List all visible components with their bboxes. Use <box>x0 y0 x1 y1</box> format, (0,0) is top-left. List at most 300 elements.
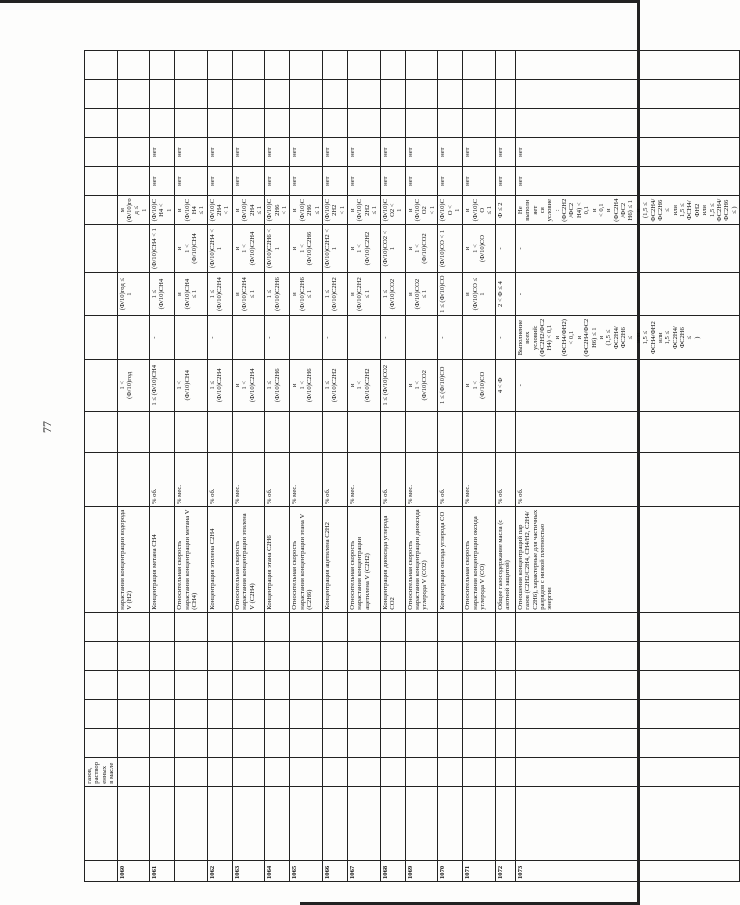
blank-cell-6 <box>207 641 232 670</box>
blank-cell-10 <box>438 411 463 452</box>
blank-cell-2 <box>405 757 438 786</box>
blank-cell-20 <box>380 51 405 80</box>
parameter-name-cell: Концентрация оксида углерода СО <box>438 507 463 613</box>
flag-cell-1: нет <box>322 167 347 196</box>
blank-cell-4 <box>265 699 290 728</box>
blank-cell-2 <box>175 757 208 786</box>
header-cell-dissolved-gases: газов, растворенных в масле <box>85 757 118 786</box>
criterion-cell-2 <box>290 316 323 360</box>
header-cell-5 <box>85 670 118 699</box>
header-cell-name <box>85 507 118 613</box>
blank-cell-2 <box>380 757 405 786</box>
criterion-cell-1: 1 ≤ (Ф/10)СО <box>438 359 463 411</box>
blank-cell-18 <box>322 109 347 138</box>
criterion-cell-5: (Ф/10)С2Н2 < 1 <box>322 196 347 225</box>
blank-cell-19 <box>438 80 463 109</box>
blank-cell-6 <box>150 641 175 670</box>
parameter-name-cell: Концентрация диоксида углерода СО2 <box>380 507 405 613</box>
blank-cell-4 <box>290 699 323 728</box>
blank-cell-1 <box>348 786 381 861</box>
blank-cell-7 <box>175 612 208 641</box>
blank-cell-1 <box>290 786 323 861</box>
page-number: 77 <box>40 421 54 433</box>
blank-cell-19 <box>515 80 739 109</box>
blank-cell-10 <box>405 411 438 452</box>
header-cell-19 <box>85 109 118 138</box>
criterion-cell-4: (Ф/10)СО2 < 1 <box>380 225 405 273</box>
row-id-cell: 1073 <box>515 861 739 882</box>
blank-cell-5 <box>380 670 405 699</box>
blank-cell-6 <box>117 641 150 670</box>
page-edge-top <box>0 0 640 3</box>
blank-cell-10 <box>463 411 496 452</box>
unit-cell: % об. <box>322 453 347 507</box>
blank-cell-5 <box>515 670 739 699</box>
criterion-cell-4: (Ф/10)С2Н6 < 1 <box>265 225 290 273</box>
flag-cell-1: нет <box>175 167 208 196</box>
row-id-cell: 1064 <box>265 861 290 882</box>
blank-cell-1 <box>495 786 515 861</box>
criterion-cell-2 <box>117 316 150 360</box>
blank-cell-3 <box>322 728 347 757</box>
header-cell-15 <box>85 225 118 273</box>
blank-cell-5 <box>117 670 150 699</box>
criterion-cell-5: и (Ф/10)С2Н4 ≤ 1 <box>232 196 265 225</box>
blank-cell-7 <box>348 612 381 641</box>
flag-cell-2: нет <box>265 138 290 167</box>
blank-cell-3 <box>438 728 463 757</box>
criterion-cell-3: и (Ф/10)СО2 ≤ 1 <box>405 272 438 316</box>
criterion-cell-5: Ф ≤ 2 <box>495 196 515 225</box>
blank-cell-20 <box>207 51 232 80</box>
criterion-cell-2: - <box>380 316 405 360</box>
flag-cell-1: нет <box>463 167 496 196</box>
blank-cell-6 <box>290 641 323 670</box>
blank-cell-20 <box>290 51 323 80</box>
parameter-name-cell: Концентрация этилена С2Н4 <box>207 507 232 613</box>
blank-cell-20 <box>463 51 496 80</box>
unit-cell: % мес. <box>348 453 381 507</box>
blank-cell-10 <box>290 411 323 452</box>
criterion-cell-4: - <box>495 225 515 273</box>
criterion-cell-5: (Ф/10)С2Н4 < 1 <box>207 196 232 225</box>
criterion-cell-4: и 1 < (Ф/10)С2Н4 <box>232 225 265 273</box>
criterion-cell-1: и 1 < (Ф/10)С2Н2 <box>348 359 381 411</box>
blank-cell-20 <box>265 51 290 80</box>
blank-cell-20 <box>322 51 347 80</box>
unit-cell: % мес. <box>232 453 265 507</box>
parameter-name-cell: Концентрация ацетилена С2Н2 <box>322 507 347 613</box>
blank-cell-18 <box>290 109 323 138</box>
blank-cell-4 <box>207 699 232 728</box>
header-cell-id <box>85 861 118 882</box>
unit-cell: % об. <box>265 453 290 507</box>
row-id-cell <box>175 861 208 882</box>
unit-cell: % об. <box>495 453 515 507</box>
criterion-cell-2: - <box>322 316 347 360</box>
header-cell-6 <box>85 641 118 670</box>
flag-cell-1: нет <box>207 167 232 196</box>
header-cell-20 <box>85 80 118 109</box>
flag-cell-1: нет <box>150 167 175 196</box>
blank-cell-2 <box>117 757 150 786</box>
criterion-cell-4: и 1 < (Ф/10)С2Н6 <box>290 225 323 273</box>
table-row <box>150 51 175 882</box>
row-id-cell: 1065 <box>290 861 323 882</box>
blank-cell-5 <box>232 670 265 699</box>
criterion-cell-2: Выполнение всех условий: (ФС2Н2/ФС2 Н4) < 0,1 и (ФСН4/ФН2) < 0,1 и (ФС2Н4/ФС2 Н6) ≤ 1 и (1,5 ≤ ФС2Н4/ФС2Н6 ≤ или 1,5 ≤ ФСН4/ФН2 или 1,5 ≤ ФС2Н4/ФС2Н6 ≤ ) <box>515 316 739 360</box>
criterion-cell-1: 1 ≤ (Ф/10)С2Н2 <box>322 359 347 411</box>
blank-cell-7 <box>207 612 232 641</box>
header-cell-18 <box>85 138 118 167</box>
criterion-cell-3: 1 ≤ (Ф/10)СН4 <box>150 272 175 316</box>
criterion-cell-2 <box>405 316 438 360</box>
blank-cell-4 <box>405 699 438 728</box>
blank-cell-18 <box>175 109 208 138</box>
blank-cell-18 <box>463 109 496 138</box>
criterion-cell-2 <box>348 316 381 360</box>
criterion-cell-1: 1 < (Ф/10)СН4 <box>175 359 208 411</box>
unit-cell: % мес. <box>175 453 208 507</box>
blank-cell-7 <box>322 612 347 641</box>
criterion-cell-5: и (Ф/10)СО2 < 1 <box>405 196 438 225</box>
criterion-cell-3: (Ф/10)год ≤ 1 <box>117 272 150 316</box>
criterion-cell-3: 1 ≤ (Ф/10)СО <box>438 272 463 316</box>
blank-cell-5 <box>150 670 175 699</box>
flag-cell-2 <box>117 138 150 167</box>
blank-cell-20 <box>495 51 515 80</box>
blank-cell-4 <box>232 699 265 728</box>
blank-cell-4 <box>322 699 347 728</box>
blank-cell-3 <box>265 728 290 757</box>
header-cell-unit <box>85 453 118 507</box>
flag-cell-2: нет <box>495 138 515 167</box>
criterion-cell-1: 1 ≤ (Ф/10)СН4 <box>150 359 175 411</box>
row-id-cell: 1062 <box>207 861 232 882</box>
flag-cell-2: нет <box>438 138 463 167</box>
blank-cell-6 <box>515 641 739 670</box>
blank-cell-18 <box>117 109 150 138</box>
flag-cell-2: нет <box>463 138 496 167</box>
blank-cell-7 <box>290 612 323 641</box>
blank-cell-20 <box>232 51 265 80</box>
blank-cell-18 <box>232 109 265 138</box>
flag-cell-1 <box>117 167 150 196</box>
parameter-name-cell: Концентрация метана СН4 <box>150 507 175 613</box>
blank-cell-10 <box>348 411 381 452</box>
criterion-cell-1: и 1 < (Ф/10)СО <box>463 359 496 411</box>
blank-cell-19 <box>463 80 496 109</box>
table-row <box>117 51 150 882</box>
blank-cell-7 <box>405 612 438 641</box>
blank-cell-3 <box>515 728 739 757</box>
blank-cell-10 <box>232 411 265 452</box>
flag-cell-1: нет <box>348 167 381 196</box>
blank-cell-7 <box>232 612 265 641</box>
flag-cell-1: нет <box>405 167 438 196</box>
blank-cell-6 <box>463 641 496 670</box>
criteria-table-body <box>85 51 740 882</box>
blank-cell-5 <box>495 670 515 699</box>
row-id-cell: 1068 <box>380 861 405 882</box>
blank-cell-18 <box>495 109 515 138</box>
flag-cell-2: нет <box>150 138 175 167</box>
criterion-cell-4 <box>117 225 150 273</box>
unit-cell: % об. <box>438 453 463 507</box>
blank-cell-4 <box>438 699 463 728</box>
table-row <box>438 51 463 882</box>
header-cell-13 <box>85 316 118 360</box>
blank-cell-5 <box>207 670 232 699</box>
parameter-name-cell: Общее газосодержание масла (с азотной защитой) <box>495 507 515 613</box>
flag-cell-1: нет <box>265 167 290 196</box>
table-row <box>405 51 438 882</box>
row-id-cell: 1061 <box>150 861 175 882</box>
criterion-cell-4: (Ф/10)С2Н4 < 1 <box>207 225 232 273</box>
blank-cell-6 <box>495 641 515 670</box>
blank-cell-19 <box>117 80 150 109</box>
blank-cell-10 <box>495 411 515 452</box>
blank-cell-1 <box>265 786 290 861</box>
flag-cell-1: нет <box>495 167 515 196</box>
criterion-cell-3: 1 ≤ (Ф/10)С2Н4 <box>207 272 232 316</box>
blank-cell-5 <box>175 670 208 699</box>
blank-cell-10 <box>515 411 739 452</box>
header-cell-4 <box>85 699 118 728</box>
blank-cell-1 <box>405 786 438 861</box>
blank-cell-19 <box>380 80 405 109</box>
blank-cell-1 <box>515 786 739 861</box>
blank-cell-7 <box>117 612 150 641</box>
unit-cell: % об. <box>207 453 232 507</box>
table-row <box>322 51 347 882</box>
criterion-cell-3: 1 ≤ (Ф/10)С2Н2 <box>322 272 347 316</box>
blank-cell-2 <box>348 757 381 786</box>
blank-cell-6 <box>265 641 290 670</box>
criterion-cell-3: и (Ф/10)СО ≤ 1 <box>463 272 496 316</box>
criterion-cell-5: и (Ф/10)СО ≤ 1 <box>463 196 496 225</box>
header-cell-16 <box>85 196 118 225</box>
criterion-cell-1: и 1 < (Ф/10)С2Н6 <box>290 359 323 411</box>
blank-cell-10 <box>207 411 232 452</box>
blank-cell-3 <box>463 728 496 757</box>
flag-cell-2: нет <box>232 138 265 167</box>
blank-cell-2 <box>150 757 175 786</box>
blank-cell-1 <box>463 786 496 861</box>
blank-cell-10 <box>175 411 208 452</box>
blank-cell-19 <box>348 80 381 109</box>
blank-cell-5 <box>405 670 438 699</box>
blank-cell-6 <box>175 641 208 670</box>
header-cell-1 <box>85 786 118 861</box>
criterion-cell-4: (Ф/10)С2Н2 < 1 <box>322 225 347 273</box>
unit-cell: % об. <box>380 453 405 507</box>
blank-cell-7 <box>495 612 515 641</box>
table-row <box>232 51 265 882</box>
blank-cell-6 <box>380 641 405 670</box>
row-id-cell: 1067 <box>348 861 381 882</box>
blank-cell-18 <box>515 109 739 138</box>
blank-cell-18 <box>405 109 438 138</box>
criterion-cell-5: и (Ф/10)СН4 ≤ 1 <box>175 196 208 225</box>
blank-cell-2 <box>290 757 323 786</box>
blank-cell-2 <box>265 757 290 786</box>
blank-cell-4 <box>117 699 150 728</box>
blank-cell-19 <box>265 80 290 109</box>
parameter-name-cell: Относительная скорость нарастания концентрации диоксида углерода V (СО2) <box>405 507 438 613</box>
blank-cell-3 <box>207 728 232 757</box>
row-id-cell: 1071 <box>463 861 496 882</box>
blank-cell-1 <box>232 786 265 861</box>
criterion-cell-5: и (Ф/10)С2Н6 ≤ 1 <box>290 196 323 225</box>
blank-cell-19 <box>175 80 208 109</box>
blank-cell-10 <box>380 411 405 452</box>
criterion-cell-2 <box>463 316 496 360</box>
blank-cell-7 <box>265 612 290 641</box>
header-cell-11 <box>85 411 118 452</box>
flag-cell-1: нет <box>232 167 265 196</box>
blank-cell-1 <box>380 786 405 861</box>
criterion-cell-2: - <box>438 316 463 360</box>
parameter-name-cell: Отношения концентраций пар газов (С2Н2/С2Н4, СН4/Н2, С2Н4/С2Н6), характерные для частичных разрядов с низкой плотностью энергии <box>515 507 739 613</box>
parameter-name-cell: Относительная скорость нарастания концентрации оксида углерода V (СО) <box>463 507 496 613</box>
blank-cell-3 <box>405 728 438 757</box>
rotated-table-container <box>84 50 738 882</box>
table-row <box>290 51 323 882</box>
blank-cell-3 <box>290 728 323 757</box>
parameter-name-cell: Относительная скорость нарастания концентрации метана V (СН4) <box>175 507 208 613</box>
criterion-cell-4: и 1 < (Ф/10)СО2 <box>405 225 438 273</box>
blank-cell-4 <box>348 699 381 728</box>
criterion-cell-5: м (Ф/10)год ≤ 1 <box>117 196 150 225</box>
criterion-cell-4: (Ф/10)СН4 < 1 <box>150 225 175 273</box>
criterion-cell-1: и 1 < (Ф/10)СО2 <box>405 359 438 411</box>
criterion-cell-3: 2 < Ф ≤ 4 <box>495 272 515 316</box>
unit-cell: % мес. <box>463 453 496 507</box>
criterion-cell-5: (Ф/10)С2Н6 < 1 <box>265 196 290 225</box>
header-cell-17 <box>85 167 118 196</box>
criterion-cell-2: - <box>265 316 290 360</box>
parameter-name-cell: нарастания концентрации водорода V (Н2) <box>117 507 150 613</box>
criterion-cell-5: (Ф/10)СО < 1 <box>438 196 463 225</box>
criterion-cell-3: - <box>515 272 739 316</box>
blank-cell-3 <box>495 728 515 757</box>
blank-cell-5 <box>463 670 496 699</box>
table-header-row <box>85 51 118 882</box>
criterion-cell-2 <box>175 316 208 360</box>
criterion-cell-3: и (Ф/10)С2Н4 ≤ 1 <box>232 272 265 316</box>
blank-cell-5 <box>290 670 323 699</box>
parameter-name-cell: Относительная скорость нарастания концентрации этилена V (С2Н4) <box>232 507 265 613</box>
blank-cell-2 <box>207 757 232 786</box>
parameter-name-cell: Относительная скорость нарастания концентрации ацетилена V (С2Н2) <box>348 507 381 613</box>
table-row <box>463 51 496 882</box>
blank-cell-19 <box>150 80 175 109</box>
flag-cell-1: нет <box>290 167 323 196</box>
criterion-cell-1: 1 ≤ (Ф/10)С2Н4 <box>207 359 232 411</box>
blank-cell-19 <box>232 80 265 109</box>
blank-cell-1 <box>322 786 347 861</box>
flag-cell-2: нет <box>207 138 232 167</box>
unit-cell: % об. <box>150 453 175 507</box>
criterion-cell-5: (Ф/10)СО2 < 1 <box>380 196 405 225</box>
row-id-cell: 1072 <box>495 861 515 882</box>
blank-cell-2 <box>515 757 739 786</box>
blank-cell-4 <box>380 699 405 728</box>
criterion-cell-2 <box>232 316 265 360</box>
criterion-cell-5: и (Ф/10)С2Н2 ≤ 1 <box>348 196 381 225</box>
flag-cell-2: нет <box>405 138 438 167</box>
blank-cell-18 <box>348 109 381 138</box>
blank-cell-18 <box>207 109 232 138</box>
blank-cell-1 <box>150 786 175 861</box>
blank-cell-2 <box>322 757 347 786</box>
blank-cell-4 <box>175 699 208 728</box>
flag-cell-2: нет <box>348 138 381 167</box>
blank-cell-1 <box>117 786 150 861</box>
criterion-cell-2: - <box>150 316 175 360</box>
blank-cell-5 <box>322 670 347 699</box>
table-row <box>348 51 381 882</box>
criterion-cell-4: - <box>515 225 739 273</box>
blank-cell-19 <box>322 80 347 109</box>
criterion-cell-5: Не выполняет ся условие: (ФС2Н2/ФС2 Н4) < 0,1 и < 0,1 и (ФС2Н4/ФС2 Н6) ≤ 1 и (1,5 ≤ ФС2Н4/ФС2Н6 ≤ или 1,5 ≤ ФСН4/ФН2 или 1,5 ≤ ФС2Н4/ФС2Н6 ≤ ) <box>515 196 739 225</box>
blank-cell-19 <box>207 80 232 109</box>
blank-cell-2 <box>232 757 265 786</box>
table-row <box>265 51 290 882</box>
blank-cell-3 <box>348 728 381 757</box>
header-cell-7 <box>85 612 118 641</box>
blank-cell-2 <box>495 757 515 786</box>
blank-cell-6 <box>232 641 265 670</box>
criterion-cell-1: и 1 < (Ф/10)С2Н4 <box>232 359 265 411</box>
blank-cell-20 <box>150 51 175 80</box>
flag-cell-2: нет <box>175 138 208 167</box>
blank-cell-18 <box>380 109 405 138</box>
criterion-cell-1: 4 < Ф <box>495 359 515 411</box>
table-row <box>515 51 739 882</box>
flag-cell-1: нет <box>380 167 405 196</box>
blank-cell-20 <box>175 51 208 80</box>
blank-cell-19 <box>405 80 438 109</box>
header-cell-14 <box>85 272 118 316</box>
blank-cell-3 <box>150 728 175 757</box>
blank-cell-3 <box>117 728 150 757</box>
blank-cell-4 <box>515 699 739 728</box>
flag-cell-2: нет <box>290 138 323 167</box>
criterion-cell-3: 1 ≤ (Ф/10)СО2 <box>380 272 405 316</box>
criterion-cell-1: 1 ≤ (Ф/10)СО2 <box>380 359 405 411</box>
header-cell-12 <box>85 359 118 411</box>
header-cell-21 <box>85 51 118 80</box>
row-id-cell: 1060 <box>117 861 150 882</box>
blank-cell-20 <box>405 51 438 80</box>
blank-cell-20 <box>515 51 739 80</box>
blank-cell-7 <box>515 612 739 641</box>
row-id-cell: 1069 <box>405 861 438 882</box>
blank-cell-20 <box>438 51 463 80</box>
table-row <box>207 51 232 882</box>
blank-cell-10 <box>150 411 175 452</box>
criterion-cell-3: и (Ф/10)СН4 ≤ 1 <box>175 272 208 316</box>
blank-cell-1 <box>175 786 208 861</box>
blank-cell-6 <box>438 641 463 670</box>
blank-cell-7 <box>150 612 175 641</box>
criterion-cell-2: - <box>495 316 515 360</box>
row-id-cell: 1066 <box>322 861 347 882</box>
blank-cell-5 <box>438 670 463 699</box>
blank-cell-6 <box>322 641 347 670</box>
